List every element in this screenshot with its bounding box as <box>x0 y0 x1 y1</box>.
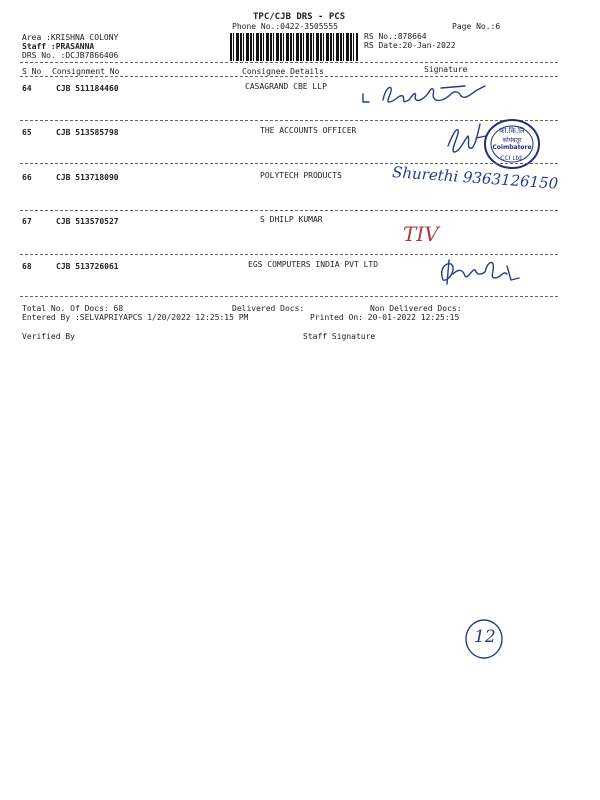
divider <box>20 62 558 63</box>
row-consignee: THE ACCOUNTS OFFICER <box>260 126 357 135</box>
row-consignment: CJB 513570527 <box>56 217 119 226</box>
row-consignee: POLYTECH PRODUCTS <box>260 171 342 180</box>
handwritten-phone-note: Shurethi 9363126150 <box>391 163 559 193</box>
divider <box>20 76 558 77</box>
page-number: Page No.:6 <box>452 22 501 31</box>
row-consignee: CASAGRAND CBE LLP <box>245 82 327 91</box>
staff-signature: Staff Signature <box>303 332 376 341</box>
column-header-signature: Signature <box>424 65 468 74</box>
verified-by: Verified By <box>22 332 75 341</box>
staff-label: Staff :PRASANNA <box>22 42 95 51</box>
row-consignment: CJB 513726061 <box>56 262 119 271</box>
rs-number: RS No.:878664 <box>364 32 427 41</box>
row-sno: 68 <box>22 262 32 271</box>
barcode <box>230 33 358 61</box>
handwritten-page-mark: 12 <box>474 627 496 647</box>
stamp-text-top: को.कि.लि <box>499 127 525 135</box>
phone-number: Phone No.:0422-3505555 <box>232 22 338 31</box>
column-header-consignment: Consignment No <box>52 67 120 76</box>
row-consignment: CJB 511184460 <box>56 84 119 93</box>
signature-scribble <box>355 80 505 110</box>
row-consignee: S DHILP KUMAR <box>260 215 323 224</box>
row-sno: 67 <box>22 217 32 226</box>
row-consignment: CJB 513718090 <box>56 173 119 182</box>
divider <box>20 210 558 211</box>
row-sno: 66 <box>22 173 32 182</box>
drs-number: DRS No. :DCJB7866406 <box>22 51 119 60</box>
printed-on: Printed On: 20-01-2022 12:25:15 <box>310 313 460 322</box>
row-sno: 65 <box>22 128 32 137</box>
signature-scribble <box>435 256 525 290</box>
rs-date: RS Date:20-Jan-2022 <box>364 41 456 50</box>
area-label: Area :KRISHNA COLONY <box>22 33 119 42</box>
report-title: TPC/CJB DRS - PCS <box>253 12 346 22</box>
column-header-consignee: Consignee Details <box>242 67 324 76</box>
handwritten-tlv-note: TIV <box>403 222 439 246</box>
delivered-docs: Delivered Docs: <box>232 304 305 313</box>
row-sno: 64 <box>22 84 32 93</box>
divider <box>20 254 558 255</box>
stamp-text-bottom: CCI Ltd. <box>500 155 524 162</box>
row-consignee: EGS COMPUTERS INDIA PVT LTD <box>248 260 379 269</box>
row-consignment: CJB 513585798 <box>56 128 119 137</box>
total-docs: Total No. Of Docs: 68 <box>22 304 124 313</box>
divider <box>20 163 558 164</box>
stamp-text-city: Coimbatore <box>492 144 532 151</box>
divider <box>20 296 558 297</box>
column-header-sno: S No <box>22 67 42 76</box>
non-delivered-docs: Non Delivered Docs: <box>370 304 462 313</box>
entered-by: Entered By :SELVAPRIYAPCS 1/20/2022 12:25:15 PM <box>22 313 249 322</box>
stamp-text-mid: कोयंबतूर <box>502 137 522 144</box>
